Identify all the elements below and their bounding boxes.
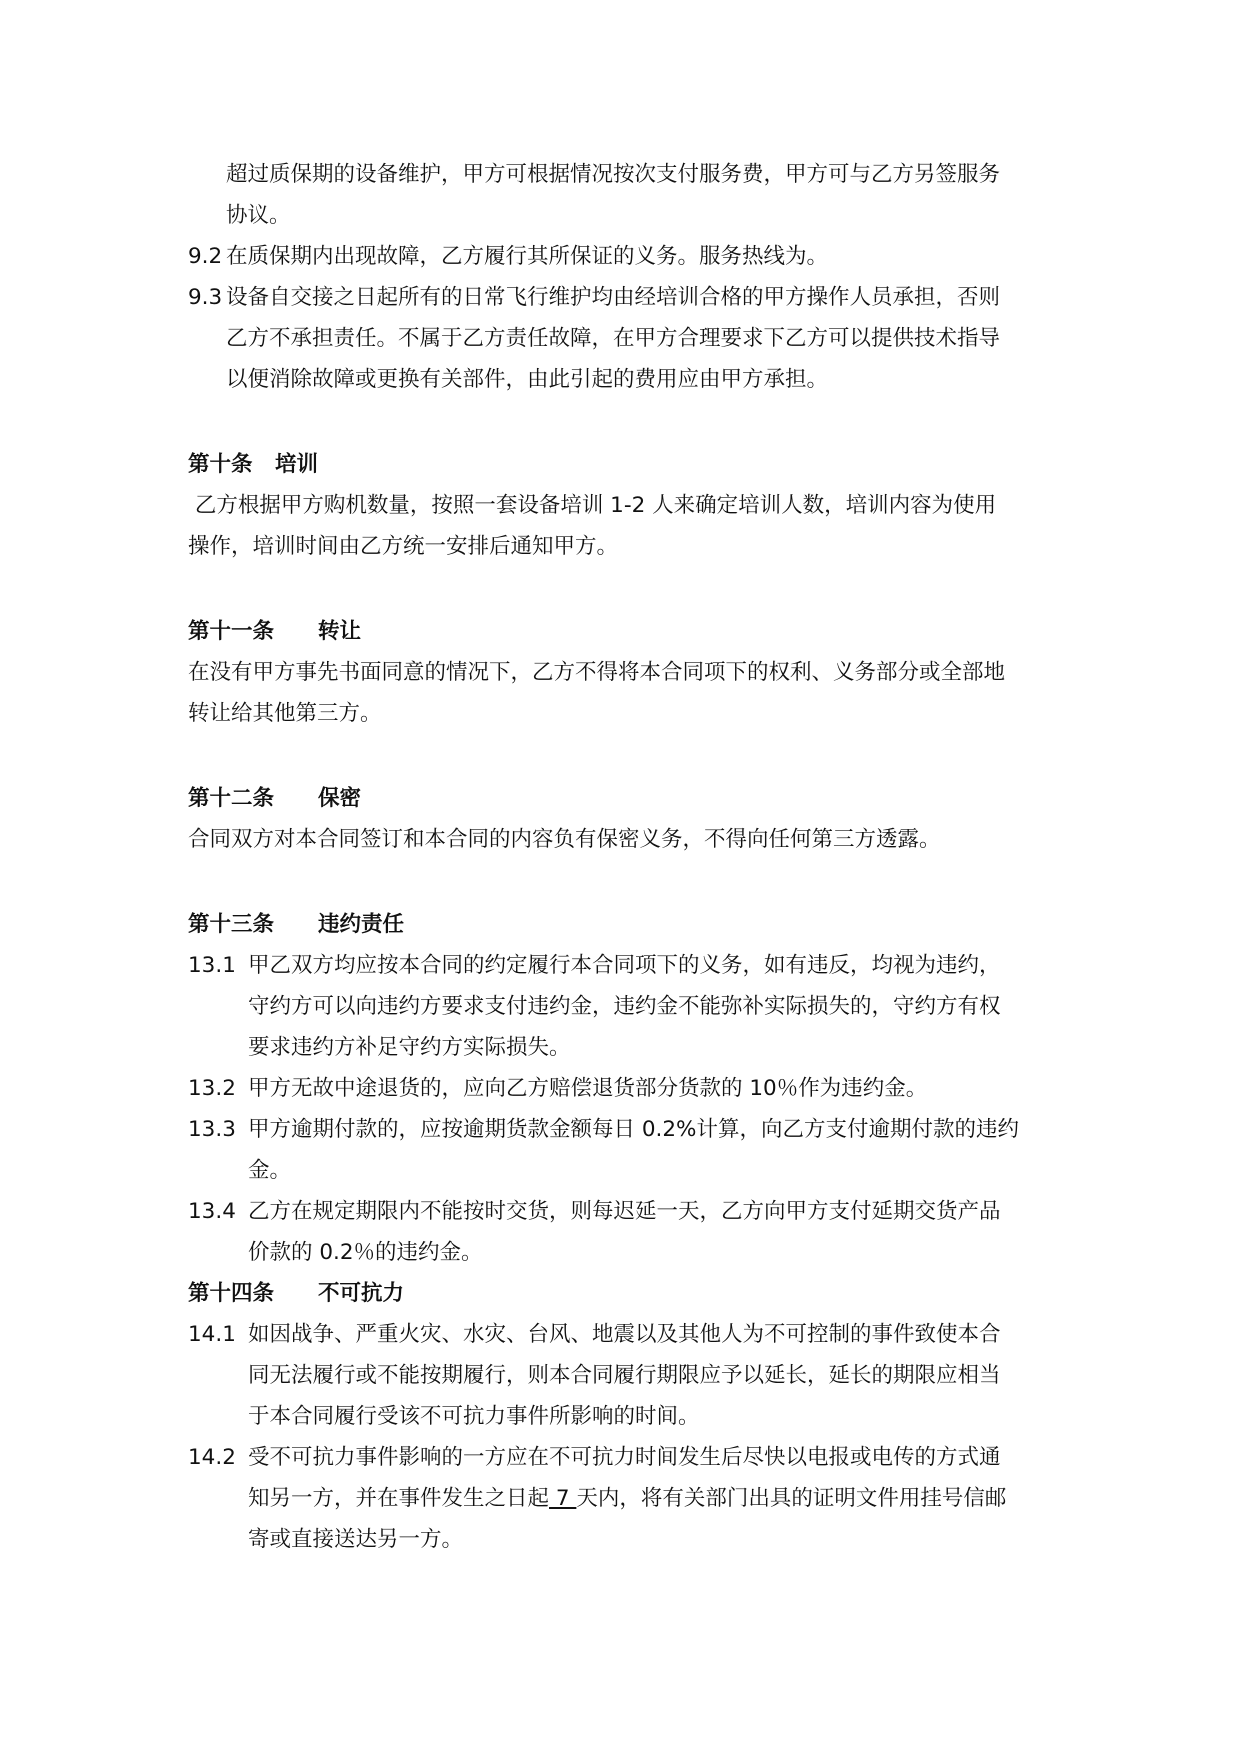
clause-13-3 [188, 1109, 1058, 1150]
clause-14-2 [188, 1437, 1058, 1478]
article-number: 第十条 [188, 452, 253, 477]
article-text: 在没有甲方事先书面同意的情况下，乙方不得将本合同项下的权利、义务部分或全部地 [188, 660, 1006, 685]
days-blank-field: 7 [549, 1486, 577, 1511]
clause-9-3 [188, 277, 1058, 318]
article-title: 培训 [275, 452, 319, 477]
clause-text: 于本合同履行受该不可抗力事件所影响的时间。 [248, 1404, 700, 1429]
clause-number: 9.2 [188, 244, 223, 269]
article-11-heading [188, 611, 1058, 652]
article-text: 转让给其他第三方。 [188, 701, 382, 726]
clause-number: 13.4 [188, 1199, 236, 1224]
article-13-heading [188, 904, 1058, 945]
clause-text-part: 知另一方，并在事件发生之日起 [248, 1486, 550, 1511]
article-title: 不可抗力 [318, 1281, 405, 1306]
article-12-heading [188, 778, 1058, 819]
clause-number: 14.2 [188, 1445, 236, 1470]
clause-text: 守约方可以向违约方要求支付违约金，违约金不能弥补实际损失的，守约方有权 [248, 994, 1001, 1019]
clause-number: 9.3 [188, 285, 223, 310]
clause-13-4 [188, 1191, 1058, 1232]
spacer [188, 400, 1058, 444]
article-title: 转让 [318, 619, 362, 644]
clause-9-1-continuation: 超过质保期的设备维护，甲方可根据情况按次支付服务费，甲方可与乙方另签服务 [226, 162, 1001, 187]
article-title: 保密 [318, 786, 362, 811]
article-text: 合同双方对本合同签订和本合同的内容负有保密义务，不得向任何第三方透露。 [188, 827, 941, 852]
article-14-heading [188, 1273, 1058, 1314]
clause-number: 13.3 [188, 1117, 236, 1142]
clause-text: 金。 [248, 1158, 292, 1183]
clause-text: 设备自交接之日起所有的日常飞行维护均由经培训合格的甲方操作人员承担，否则 [226, 285, 1001, 310]
clause-number: 13.1 [188, 953, 236, 978]
clause-text: 在质保期内出现故障，乙方履行其所保证的义务。服务热线为。 [226, 244, 829, 269]
article-title: 违约责任 [318, 912, 405, 937]
article-10-heading [188, 444, 1058, 485]
clause-number: 14.1 [188, 1322, 236, 1347]
clause-text-part: 天内，将有关部门出具的证明文件用挂号信邮 [576, 1486, 1007, 1511]
article-text: 操作，培训时间由乙方统一安排后通知甲方。 [188, 534, 619, 559]
clause-text [188, 1478, 1058, 1519]
clause-text: 如因战争、严重火灾、水灾、台风、地震以及其他人为不可控制的事件致使本合 [248, 1322, 1001, 1347]
article-text: 乙方根据甲方购机数量，按照一套设备培训 1-2 人来确定培训人数，培训内容为使用 [188, 493, 997, 518]
clause-9-1-continuation: 协议。 [226, 203, 291, 228]
clause-text: 甲乙双方均应按本合同的约定履行本合同项下的义务，如有违反，均视为违约， [248, 953, 1001, 978]
clause-text: 寄或直接送达另一方。 [248, 1527, 464, 1552]
clause-13-1 [188, 945, 1058, 986]
article-number: 第十二条 [188, 786, 275, 811]
clause-text: 要求违约方补足守约方实际损失。 [248, 1035, 571, 1060]
clause-text: 甲方逾期付款的，应按逾期货款金额每日 0.2%计算，向乙方支付逾期付款的违约 [248, 1117, 1019, 1142]
contract-page [188, 154, 1058, 1560]
article-number: 第十四条 [188, 1281, 275, 1306]
clause-text: 价款的 0.2％的违约金。 [248, 1240, 483, 1265]
spacer [188, 567, 1058, 611]
spacer [188, 860, 1058, 904]
clause-number: 13.2 [188, 1076, 236, 1101]
spacer [188, 734, 1058, 778]
clause-9-2 [188, 236, 1058, 277]
article-number: 第十三条 [188, 912, 275, 937]
clause-13-2 [188, 1068, 1058, 1109]
clause-text: 以便消除故障或更换有关部件，由此引起的费用应由甲方承担。 [226, 367, 829, 392]
clause-text: 同无法履行或不能按期履行，则本合同履行期限应予以延长，延长的期限应相当 [248, 1363, 1001, 1388]
clause-14-1 [188, 1314, 1058, 1355]
clause-text: 受不可抗力事件影响的一方应在不可抗力时间发生后尽快以电报或电传的方式通 [248, 1445, 1001, 1470]
article-number: 第十一条 [188, 619, 275, 644]
clause-text: 甲方无故中途退货的，应向乙方赔偿退货部分货款的 10％作为违约金。 [248, 1076, 928, 1101]
clause-text: 乙方在规定期限内不能按时交货，则每迟延一天，乙方向甲方支付延期交货产品 [248, 1199, 1001, 1224]
clause-text: 乙方不承担责任。不属于乙方责任故障，在甲方合理要求下乙方可以提供技术指导 [226, 326, 1001, 351]
